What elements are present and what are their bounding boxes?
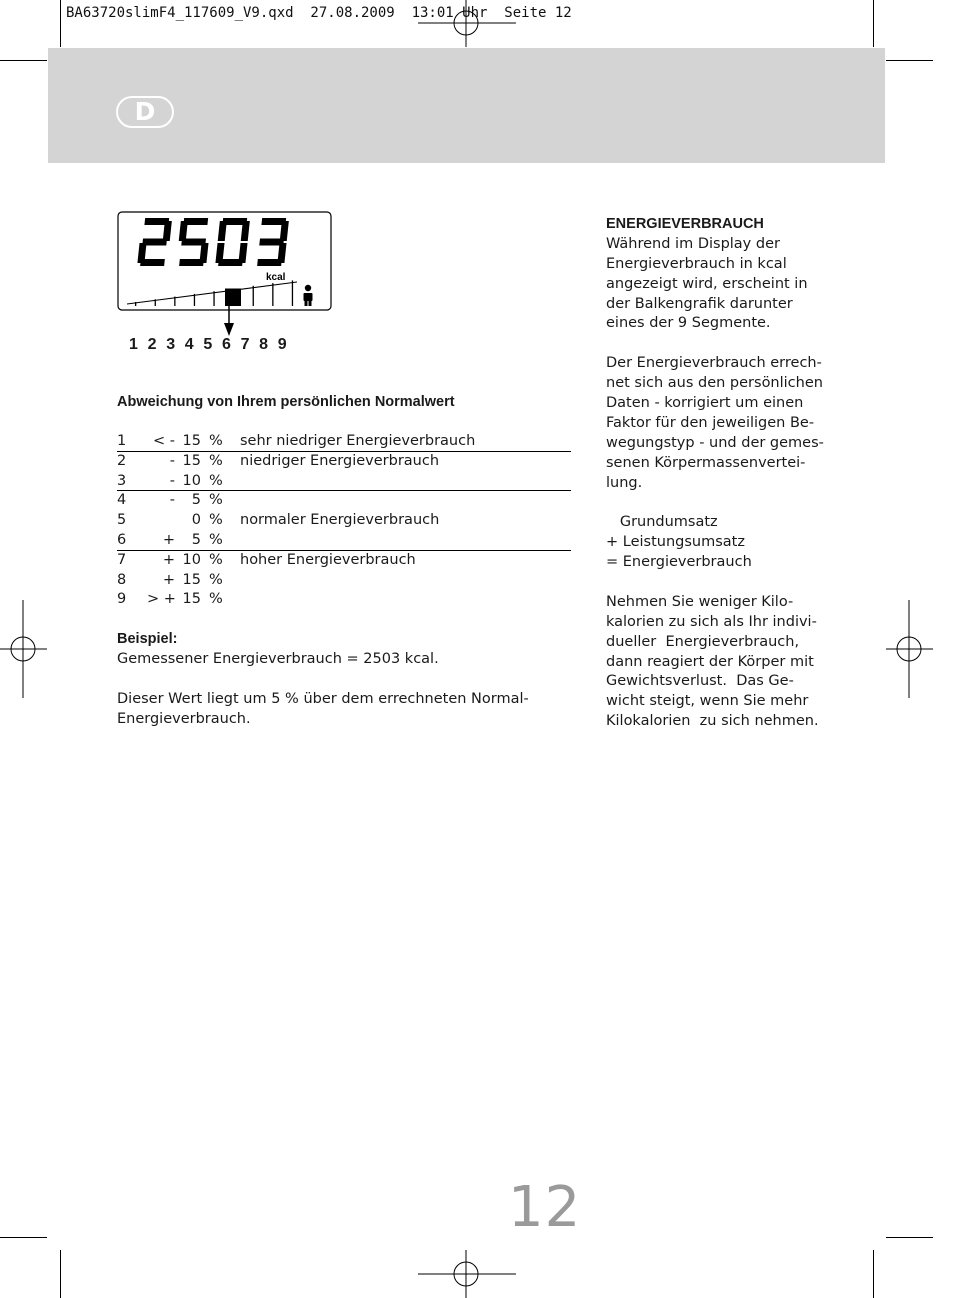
segment-number: 5: [203, 336, 213, 353]
cell-sign: +: [162, 531, 175, 548]
lcd-digit-segment: [179, 259, 204, 266]
example-line: Dieser Wert liegt um 5 % über dem errechneten Normal-: [117, 690, 529, 707]
cell-unit: %: [209, 531, 223, 548]
cell-value: 0: [191, 512, 201, 529]
cell-num: 6: [117, 531, 127, 548]
registration-mark-icon: [418, 1250, 516, 1298]
table-row: [117, 590, 571, 610]
segment-number: 9: [277, 336, 287, 353]
cell-num: 4: [117, 492, 127, 509]
text-line: angezeigt wird, erscheint in: [606, 275, 808, 292]
language-badge: D: [116, 96, 174, 128]
print-slug: BA63720slimF4_117609_V9.qxd 27.08.2009 13:01 Uhr Seite 12: [66, 5, 572, 21]
cell-num: 9: [117, 591, 127, 608]
cell-unit: %: [209, 512, 223, 529]
cell-value: 15: [182, 433, 201, 449]
crop-mark: [886, 1237, 933, 1238]
header-band: [48, 48, 885, 163]
text-line: + Leistungsumsatz: [606, 534, 745, 551]
bar-segment-9: [292, 280, 293, 306]
text-line: Während im Display der: [606, 235, 780, 252]
cell-value: 5: [191, 492, 201, 509]
text-line: Kilokalorien zu sich nehmen.: [606, 713, 819, 730]
arrow-down-icon: [223, 323, 235, 337]
text-line: Nehmen Sie weniger Kilo-: [606, 593, 794, 610]
cell-description: hoher Energieverbrauch: [240, 551, 416, 568]
cell-value: 15: [182, 591, 201, 608]
text-line: Daten - korrigiert um einen: [606, 395, 804, 412]
table-row: [117, 571, 571, 591]
right-column: [606, 215, 836, 732]
text-line: Energieverbrauch in kcal: [606, 255, 787, 272]
text-line: wicht steigt, wenn Sie mehr: [606, 693, 809, 710]
cell-unit: %: [209, 452, 223, 469]
text-line: = Energieverbrauch: [606, 554, 752, 571]
cell-unit: %: [209, 492, 223, 509]
text-line: net sich aus den persönlichen: [606, 375, 823, 392]
table-row: [117, 551, 571, 571]
lcd-display: [117, 210, 337, 330]
lcd-digit-segment: [140, 259, 165, 266]
cell-value: 15: [182, 571, 201, 588]
cell-sign: +: [162, 551, 175, 568]
registration-mark-icon: [886, 600, 933, 698]
segment-number: 7: [240, 336, 250, 353]
crop-mark: [0, 60, 47, 61]
crop-mark: [0, 1237, 47, 1238]
example-label: Beispiel:: [117, 631, 178, 647]
cell-unit: %: [209, 472, 223, 489]
deviation-heading: Abweichung von Ihrem persönlichen Normalwert: [117, 394, 455, 410]
example-line: Energieverbrauch.: [117, 710, 251, 727]
cell-value: 10: [182, 472, 201, 489]
cell-num: 2: [117, 452, 127, 469]
table-row: [117, 472, 571, 492]
bar-segment-1: [135, 302, 136, 306]
cell-description: sehr niedriger Energieverbrauch: [240, 433, 476, 449]
cell-sign: -: [169, 492, 175, 509]
text-line: Der Energieverbrauch errech-: [606, 355, 822, 372]
text-line: Grundumsatz: [606, 514, 718, 531]
text-line: der Balkengrafik darunter: [606, 295, 793, 312]
segment-numbers: [129, 336, 296, 354]
example-line: Gemessener Energieverbrauch = 2503 kcal.: [117, 650, 439, 667]
table-row: [117, 531, 571, 551]
segment-number: 4: [184, 336, 194, 353]
text-line: dann reagiert der Körper mit: [606, 653, 814, 670]
crop-mark: [886, 60, 933, 61]
section-heading: ENERGIEVERBRAUCH: [606, 216, 764, 232]
cell-value: 15: [182, 452, 201, 469]
bar-segment-8: [272, 283, 273, 306]
text-line: wegungstyp - und der gemes-: [606, 434, 824, 451]
bar-segment-7: [253, 286, 254, 306]
cell-sign: -: [169, 472, 175, 489]
segment-number: 6: [221, 336, 231, 353]
cell-sign: > +: [147, 591, 176, 608]
text-line: kalorien zu sich als Ihr indivi-: [606, 613, 817, 630]
table-row: [117, 491, 571, 511]
table-row: [117, 432, 571, 452]
table-row: [117, 452, 571, 472]
cell-num: 8: [117, 571, 127, 588]
text-line: Faktor für den jeweiligen Be-: [606, 414, 815, 431]
crop-mark: [60, 0, 61, 47]
bar-segment-3: [174, 297, 175, 306]
cell-num: 3: [117, 472, 127, 489]
text-line: Gewichtsverlust. Das Ge-: [606, 673, 794, 690]
crop-mark: [873, 1250, 874, 1298]
text-line: dueller Energieverbrauch,: [606, 633, 800, 650]
deviation-table: [117, 432, 571, 610]
bar-segment-2: [155, 299, 156, 306]
cell-num: 7: [117, 551, 127, 568]
example-section: [117, 630, 557, 730]
page-number: 12: [508, 1175, 582, 1240]
lcd-unit: kcal: [266, 272, 286, 283]
cell-num: 5: [117, 512, 127, 529]
cell-unit: %: [209, 591, 223, 608]
bar-segment-6: [225, 289, 241, 307]
lcd-digit-segment: [257, 259, 282, 266]
text-line: lung.: [606, 474, 643, 491]
segment-number: 8: [259, 336, 269, 353]
text-line: eines der 9 Segmente.: [606, 315, 771, 332]
cell-description: niedriger Energieverbrauch: [240, 452, 440, 469]
registration-mark-icon: [418, 0, 516, 47]
cell-unit: %: [209, 551, 223, 568]
bar-segment-5: [213, 291, 214, 306]
cell-unit: %: [209, 571, 223, 588]
segment-number: 3: [166, 336, 176, 353]
registration-mark-icon: [0, 600, 47, 698]
cell-sign: +: [162, 571, 175, 588]
cell-description: normaler Energieverbrauch: [240, 512, 440, 529]
text-line: senen Körpermassenvertei-: [606, 454, 806, 471]
cell-num: 1: [117, 433, 127, 449]
cell-value: 5: [191, 531, 201, 548]
table-row: [117, 511, 571, 531]
cell-sign: -: [169, 452, 175, 469]
crop-mark: [60, 1250, 61, 1298]
cell-value: 10: [182, 551, 201, 568]
cell-sign: < -: [153, 433, 175, 449]
crop-mark: [873, 0, 874, 47]
segment-number: 1: [129, 336, 138, 353]
segment-number: 2: [147, 336, 157, 353]
bar-segment-4: [194, 294, 195, 306]
cell-unit: %: [209, 433, 223, 449]
